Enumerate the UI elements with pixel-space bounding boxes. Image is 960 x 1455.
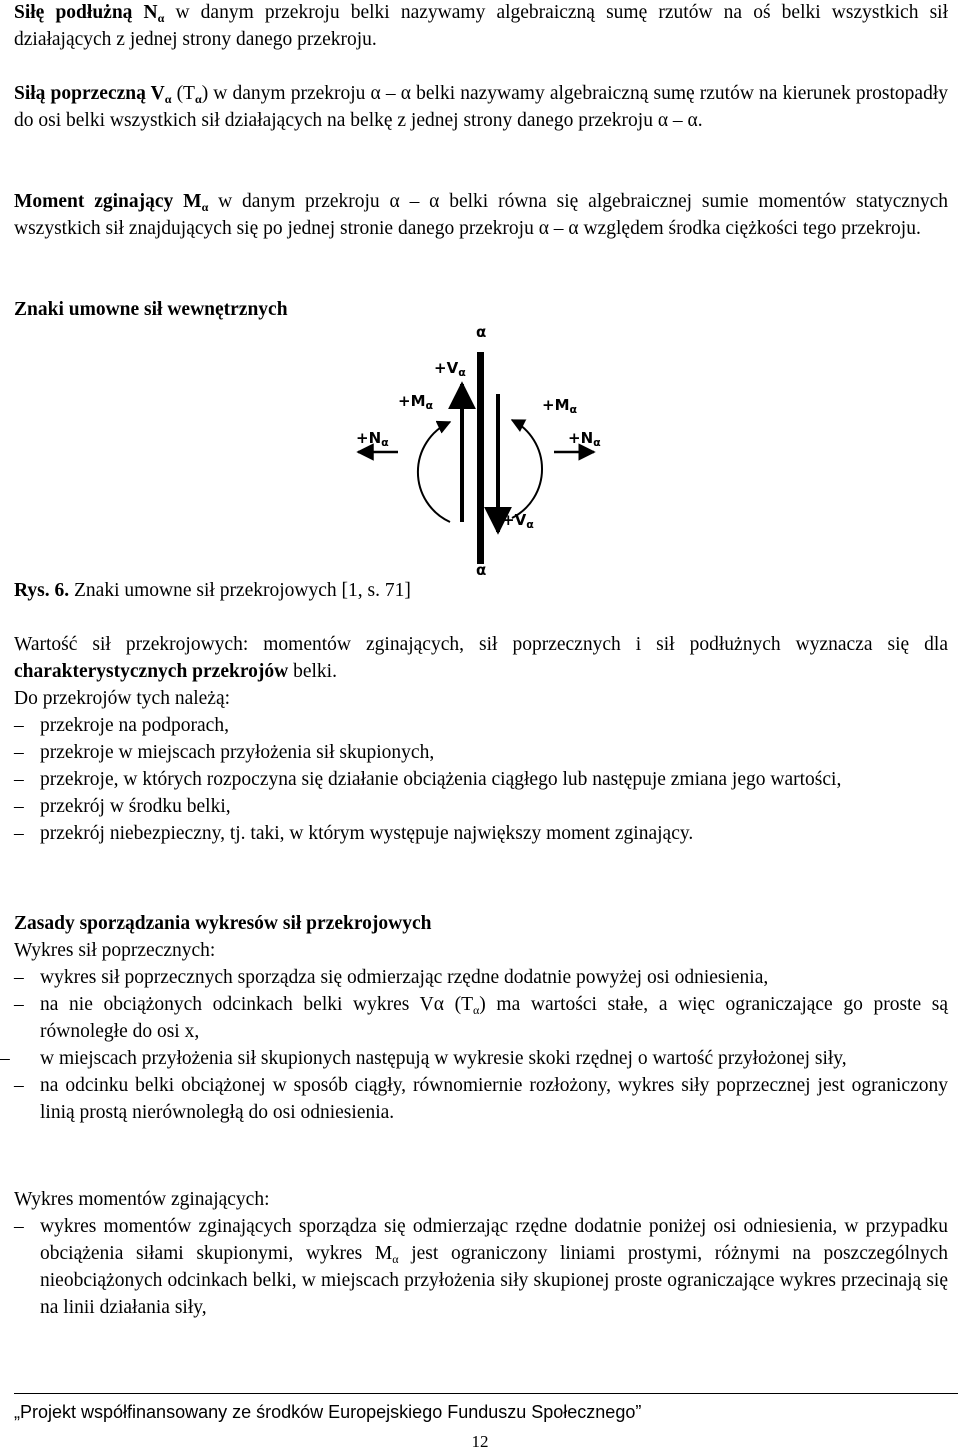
list-moment-rules — [14, 1213, 948, 1321]
list-item: – wykres momentów zginających sporządza się odmierzając rzędne dodatnie poniżej osi odniesienia, w przypadku obciążenia siłami skupionymi, wykres $M_\alpha$ jest ograniczony liniami prostymi, różnymi na poszczególnych nieobciążonych odcinkach belki, w miejscach przyłożenia siły skupionej proste ograniczające wykres przecinają się na linii działania siły, — [14, 1216, 948, 1318]
list-item: – w miejscach przyłożenia sił skupionych następują w wykresie skoki rzędnej o wartość przyłożonej siły, — [0, 1048, 847, 1069]
paragraph-section-forces: Wartość sił przekrojowych: momentów zginających, sił poprzecznych i sił podłużnych wyznacza się dla charakterystycznych przekrojów belki. Do przekrojów tych należą: – przekroje na podporach, – przekroje w miejscach przyłożenia sił skupionych, – przekroje, w których rozpoczyna się działanie obciążenia ciągłego lub następuje zmiana jego wartości, – przekrój w środku belki, – przekrój niebezpieczny, tj. taki, w którym występuje największy moment zginający. — [14, 631, 948, 847]
footer-divider — [14, 1393, 958, 1394]
term-normal-force: Siłę podłużną N — [14, 2, 158, 23]
section-diagram-rules — [0, 910, 949, 1126]
list-item: – na nie obciążonych odcinkach belki wykres Vα $(T_\alpha)$ ma wartości stałe, a więc ograniczające go proste są równoległe do osi x, — [14, 994, 949, 1042]
paragraph-bending-moment: Moment zginający $M_\alpha$ w danym przekroju α – α belki równa się algebraicznej sumie momentów statycznych wszystkich sił znajdujących się po jednej stronie danego przekroju α – α względem środka ciężkości tego przekroju. — [14, 191, 948, 239]
list-item: – przekrój w środku belki, — [14, 796, 231, 817]
paragraph-normal-force: Siłę podłużną $N_\alpha$ w danym przekroju belki nazywamy algebraiczną sumę rzutów na oś belki wszystkich sił działających z jednej strony danego przekroju. — [14, 2, 948, 50]
moment-arc-left — [418, 422, 450, 522]
plus-n-right-label: $+N_\alpha$ — [568, 429, 601, 449]
figure-caption — [14, 577, 411, 604]
list-characteristic-sections — [14, 712, 948, 847]
list-item: – przekrój niebezpieczny, tj. taki, w którym występuje największy moment zginający. — [14, 823, 694, 844]
sign-convention-diagram — [340, 322, 600, 584]
term-bending-moment: Moment zginający M — [14, 191, 202, 212]
sign-convention-figure — [340, 322, 600, 584]
footer-funding-note: „Projekt współfinansowany ze środków Europejskiego Funduszu Społecznego” — [14, 1402, 642, 1422]
list3-intro: Wykres momentów zginających: — [14, 1189, 270, 1210]
heading-diagram-rules: Zasady sporządzania wykresów sił przekrojowych — [14, 913, 432, 934]
list-shear-rules — [0, 964, 949, 1126]
alpha-bottom-label: α — [476, 561, 487, 579]
list-item: – wykres sił poprzecznych sporządza się odmierzając rzędne dodatnie powyżej osi odniesienia, — [14, 967, 769, 988]
list-item: – na odcinku belki obciążonej w sposób ciągły, równomiernie rozłożony, wykres siły poprzecznej jest ograniczony linią prostą nierównoległą do osi odniesienia. — [14, 1075, 948, 1123]
heading-sign-conventions: Znaki umowne sił wewnętrznych — [14, 299, 288, 320]
section-line — [477, 352, 484, 564]
term-shear-force: Siłą poprzeczną V — [14, 83, 165, 104]
plus-n-left-label: $+N_\alpha$ — [356, 429, 389, 449]
plus-v-bottom-label: $+V_\alpha$ — [502, 511, 534, 531]
section-moment-rules — [14, 1186, 948, 1321]
term-characteristic-sections: charakterystycznych przekrojów — [14, 661, 289, 682]
paragraph-shear-force: Siłą poprzeczną $V_\alpha$ $(T_\alpha)$ w danym przekroju α – α belki nazywamy algebraiczną sumę rzutów na kierunek prostopadły do osi belki wszystkich sił działających na belkę z jednej strony danego przekroju α – α. — [14, 83, 948, 131]
list-item: – przekroje w miejscach przyłożenia sił skupionych, — [14, 742, 435, 763]
plus-v-top-label: $+V_\alpha$ — [434, 359, 466, 379]
caption-text: Znaki umowne sił przekrojowych [1, s. 71] — [69, 580, 411, 601]
moment-arc-right — [512, 420, 542, 518]
plus-m-left-label: $+M_\alpha$ — [398, 392, 434, 412]
alpha-top-label: α — [476, 323, 487, 341]
caption-label: Rys. 6. — [14, 580, 70, 601]
list1-intro: Do przekrojów tych należą: — [14, 688, 231, 709]
page-number: 12 — [471, 1432, 489, 1451]
list-item: – przekroje na podporach, — [14, 715, 229, 736]
list-item: – przekroje, w których rozpoczyna się działanie obciążenia ciągłego lub następuje zmiana jego wartości, — [14, 769, 842, 790]
plus-m-right-label: $+M_\alpha$ — [542, 396, 578, 416]
list2-intro: Wykres sił poprzecznych: — [14, 940, 216, 961]
